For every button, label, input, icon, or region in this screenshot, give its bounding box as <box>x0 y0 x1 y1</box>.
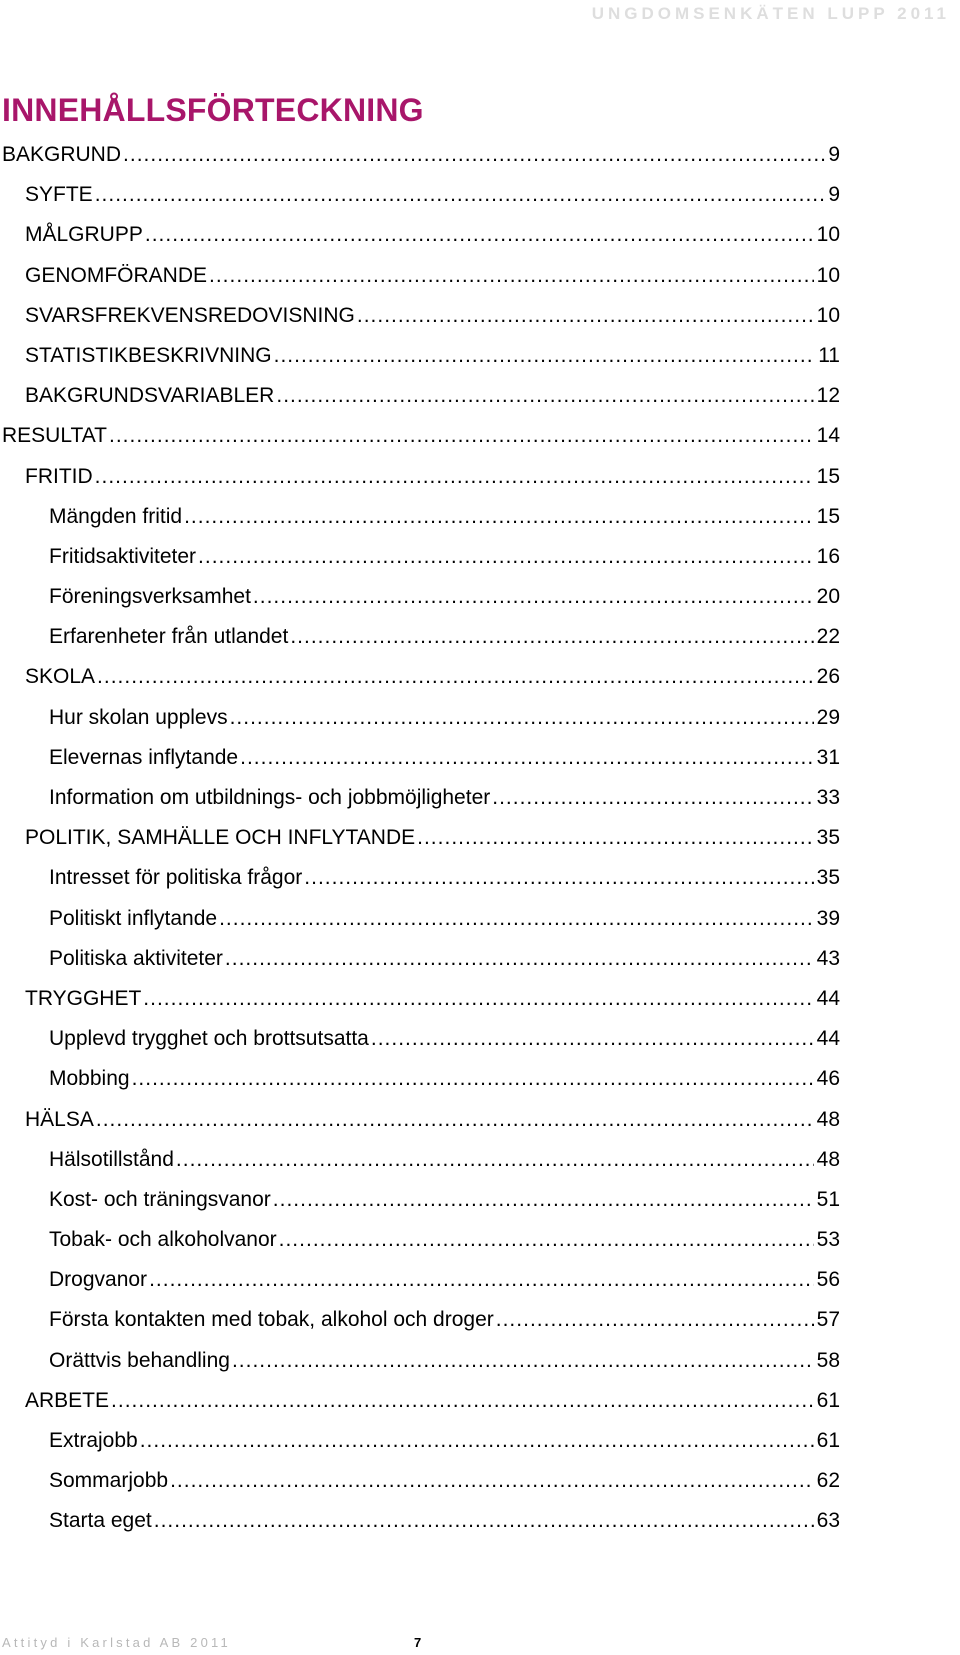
toc-entry[interactable] <box>0 1421 840 1461</box>
toc-dot-leader <box>145 215 814 255</box>
toc-entry-title: Intresset för politiska frågor <box>49 866 303 890</box>
toc-entry-title: Föreningsverksamhet <box>49 585 251 609</box>
toc-entry-title: SYFTE <box>25 183 93 207</box>
toc-entry-title: Hur skolan upplevs <box>49 705 228 729</box>
toc-entry[interactable] <box>0 1300 840 1340</box>
toc-entry[interactable] <box>0 1019 840 1059</box>
toc-entry[interactable] <box>0 497 840 537</box>
toc-entry-title: Erfarenheter från utlandet <box>49 625 289 649</box>
toc-entry-title: SVARSFREKVENSREDOVISNING <box>25 303 355 327</box>
table-of-contents <box>0 135 840 1542</box>
toc-entry-page-number: 61 <box>816 1429 840 1452</box>
toc-entry-title: Extrajobb <box>49 1429 138 1452</box>
toc-entry-title: Orättvis behandling <box>49 1348 230 1372</box>
page-footer <box>0 1635 960 1653</box>
toc-title: INNEHÅLLSFÖRTECKNING <box>2 92 424 128</box>
toc-entry[interactable] <box>0 1260 840 1300</box>
toc-entry-page-number: 44 <box>816 986 840 1010</box>
toc-entry-title: Upplevd trygghet och brottsutsatta <box>49 1027 369 1051</box>
toc-entry-page-number: 11 <box>818 343 840 367</box>
toc-entry[interactable] <box>0 376 840 416</box>
toc-entry-title: Mobbing <box>49 1067 130 1091</box>
toc-dot-leader <box>304 858 813 898</box>
toc-dot-leader <box>276 376 813 416</box>
toc-dot-leader <box>279 1220 814 1260</box>
toc-dot-leader <box>232 1341 814 1381</box>
toc-dot-leader <box>496 1300 814 1340</box>
toc-entry[interactable] <box>0 1059 840 1099</box>
toc-entry[interactable] <box>0 1341 840 1381</box>
toc-entry-page-number: 10 <box>816 303 840 327</box>
toc-entry-page-number: 43 <box>816 946 840 970</box>
toc-dot-leader <box>95 457 814 497</box>
toc-entry-page-number: 35 <box>816 826 840 850</box>
toc-entry[interactable] <box>0 698 840 738</box>
toc-entry-page-number: 15 <box>816 464 840 488</box>
toc-entry[interactable] <box>0 457 840 497</box>
toc-entry-page-number: 22 <box>816 625 840 649</box>
toc-entry[interactable] <box>0 1381 840 1421</box>
toc-dot-leader <box>176 1140 814 1180</box>
toc-entry-title: POLITIK, SAMHÄLLE OCH INFLYTANDE <box>25 826 416 850</box>
toc-entry-title: Fritidsaktiviteter <box>49 544 197 568</box>
toc-entry[interactable] <box>0 899 840 939</box>
toc-entry-title: Tobak- och alkoholvanor <box>49 1228 277 1252</box>
toc-entry-page-number: 48 <box>816 1147 840 1171</box>
toc-dot-leader <box>111 1381 814 1421</box>
toc-entry-title: MÅLGRUPP <box>25 223 143 247</box>
toc-dot-leader <box>170 1461 814 1501</box>
toc-entry[interactable] <box>0 1461 840 1501</box>
toc-entry-page-number: 9 <box>828 143 840 166</box>
toc-entry-title: Mängden fritid <box>49 504 183 528</box>
toc-entry-page-number: 14 <box>816 424 840 448</box>
toc-dot-leader <box>123 135 825 175</box>
toc-entry[interactable] <box>0 617 840 657</box>
toc-entry-page-number: 62 <box>816 1469 840 1493</box>
toc-dot-leader <box>154 1501 814 1541</box>
toc-dot-leader <box>225 939 814 979</box>
toc-entry[interactable] <box>0 979 840 1019</box>
toc-entry-title: FRITID <box>25 464 93 488</box>
toc-entry[interactable] <box>0 657 840 697</box>
toc-entry[interactable] <box>0 296 840 336</box>
toc-entry[interactable] <box>0 778 840 818</box>
toc-dot-leader <box>149 1260 814 1300</box>
toc-entry-title: Elevernas inflytande <box>49 745 239 769</box>
toc-entry-title: BAKGRUNDSVARIABLER <box>25 384 275 408</box>
toc-entry[interactable] <box>0 1100 840 1140</box>
toc-entry[interactable] <box>0 416 840 456</box>
toc-entry-title: BAKGRUND <box>2 143 122 166</box>
toc-entry-title: HÄLSA <box>25 1107 94 1131</box>
toc-dot-leader <box>240 738 814 778</box>
toc-entry-title: Politiska aktiviteter <box>49 946 223 970</box>
toc-entry[interactable] <box>0 537 840 577</box>
toc-dot-leader <box>198 537 814 577</box>
toc-dot-leader <box>97 657 814 697</box>
toc-entry-page-number: 10 <box>816 223 840 247</box>
toc-entry-page-number: 29 <box>816 705 840 729</box>
toc-dot-leader <box>95 175 826 215</box>
toc-entry-page-number: 15 <box>816 504 840 528</box>
toc-entry[interactable] <box>0 135 840 175</box>
toc-dot-leader <box>96 1100 814 1140</box>
toc-entry-page-number: 53 <box>816 1228 840 1252</box>
toc-entry-page-number: 35 <box>816 866 840 890</box>
toc-entry[interactable] <box>0 215 840 255</box>
toc-entry-page-number: 58 <box>816 1348 840 1372</box>
toc-entry-page-number: 48 <box>816 1107 840 1131</box>
toc-entry[interactable] <box>0 1501 840 1541</box>
toc-dot-leader <box>273 1180 814 1220</box>
toc-entry-page-number: 51 <box>816 1187 840 1211</box>
toc-entry-page-number: 39 <box>816 906 840 930</box>
toc-entry[interactable] <box>0 1140 840 1180</box>
toc-entry[interactable] <box>0 818 840 858</box>
toc-dot-leader <box>143 979 813 1019</box>
toc-dot-leader <box>357 296 814 336</box>
toc-entry-page-number: 16 <box>816 544 840 568</box>
toc-dot-leader <box>492 778 813 818</box>
toc-entry-title: Drogvanor <box>49 1268 148 1292</box>
toc-dot-leader <box>109 416 814 456</box>
toc-dot-leader <box>230 698 814 738</box>
toc-entry-title: Starta eget <box>49 1509 152 1533</box>
toc-entry-page-number: 10 <box>816 263 840 287</box>
toc-entry-title: RESULTAT <box>2 424 108 448</box>
toc-entry[interactable] <box>0 939 840 979</box>
toc-entry-page-number: 31 <box>816 745 840 769</box>
toc-entry[interactable] <box>0 256 840 296</box>
toc-entry-page-number: 26 <box>816 665 840 689</box>
toc-entry-page-number: 63 <box>816 1509 840 1533</box>
toc-dot-leader <box>209 256 814 296</box>
toc-entry-title: Politiskt inflytande <box>49 906 218 930</box>
toc-entry-page-number: 12 <box>816 384 840 408</box>
toc-entry-title: Kost- och träningsvanor <box>49 1187 271 1211</box>
toc-entry-title: GENOMFÖRANDE <box>25 263 208 287</box>
toc-entry-title: Information om utbildnings- och jobbmöjligheter <box>49 786 491 809</box>
footer-company-name: Attityd i Karlstad AB 2011 <box>2 1635 231 1650</box>
toc-entry[interactable] <box>0 738 840 778</box>
running-header: UNGDOMSENKÄTEN LUPP 2011 <box>591 4 950 23</box>
toc-entry-page-number: 56 <box>816 1268 840 1292</box>
toc-dot-leader <box>371 1019 814 1059</box>
toc-entry[interactable] <box>0 175 840 215</box>
toc-dot-leader <box>219 899 814 939</box>
toc-entry[interactable] <box>0 1180 840 1220</box>
toc-dot-leader <box>274 336 816 376</box>
toc-entry-title: Hälsotillstånd <box>49 1147 174 1171</box>
toc-entry-title: Sommarjobb <box>49 1469 169 1493</box>
toc-dot-leader <box>140 1421 814 1461</box>
toc-entry-title: ARBETE <box>25 1388 110 1412</box>
toc-entry[interactable] <box>0 336 840 376</box>
toc-entry-page-number: 61 <box>816 1388 840 1412</box>
toc-entry-title: STATISTIKBESKRIVNING <box>25 343 272 367</box>
toc-entry[interactable] <box>0 577 840 617</box>
toc-entry-page-number: 20 <box>816 585 840 609</box>
toc-dot-leader <box>184 497 814 537</box>
toc-entry-page-number: 44 <box>816 1027 840 1051</box>
toc-dot-leader <box>132 1059 814 1099</box>
toc-dot-leader <box>417 818 814 858</box>
toc-entry-title: SKOLA <box>25 665 96 689</box>
toc-entry-page-number: 46 <box>816 1067 840 1091</box>
footer-page-number: 7 <box>414 1635 422 1650</box>
toc-dot-leader <box>253 577 814 617</box>
toc-entry[interactable] <box>0 858 840 898</box>
toc-dot-leader <box>290 617 813 657</box>
toc-entry-page-number: 9 <box>828 183 840 207</box>
toc-entry-title: Första kontakten med tobak, alkohol och droger <box>49 1308 494 1332</box>
toc-entry-title: TRYGGHET <box>25 986 142 1010</box>
toc-entry-page-number: 57 <box>816 1308 840 1332</box>
toc-entry[interactable] <box>0 1220 840 1260</box>
toc-entry-page-number: 33 <box>816 786 840 809</box>
